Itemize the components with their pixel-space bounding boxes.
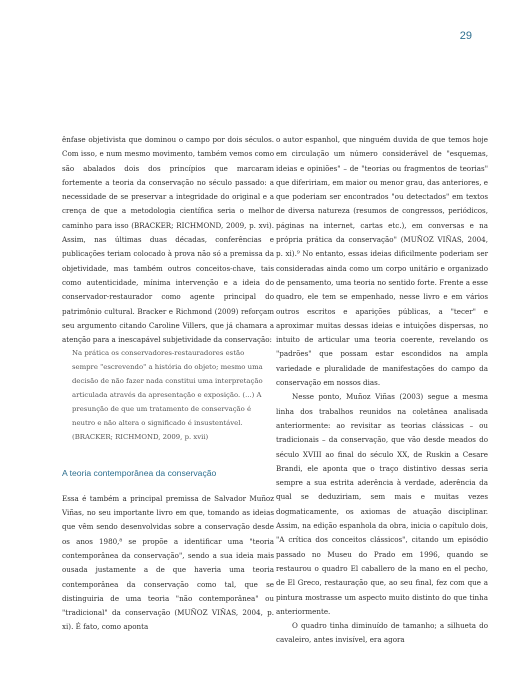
body-paragraph: Nesse ponto, Muñoz Viñas (2003) segue a mesma linha dos trabalhos reunidos na coletânea analisada anteriormente: ao revisitar as teorias clássicas – ou tradicionais – da conservação, que vão desde meados do século XVIII ao final do século XX, de Ruskin a Cesare Brandi, ele aponta que o traço distintivo dessas seria sempre a sua estrita aderência à verdade, aderência da qual se deduziriam, sem mais e muitas vezes dogmaticamente, os axiomas de atuação disciplinar. Assim, na edição espanhola da obra, inicia o capítulo dois, "A crítica dos conceitos clássicos", citando um episódio passado no Museu do Prado em 1996, quando se restaurou o quadro El caballero de la mano en el pecho, de El Greco, restauração que, ao seu final, fez com que a pintura mostrasse um aspecto muito distinto do que tinha anteriormente. xyxy=(276,392,488,616)
left-column xyxy=(62,133,274,635)
body-paragraph: ênfase objetivista que dominou o campo por dois séculos. Com isso, e num mesmo movimento, também vemos como são abalados dois dos princípios que marcaram fortemente a teoria da conservação no século passado: a necessidade de se preservar a integridade do original e a crença de que a metodologia científica seria o melhor caminho para isso (BRACKER; RICHMOND, 2009, p. xvi). Assim, nas últimas duas décadas, conferências e publicações teriam colocado à prova não só a premissa da objetividade, mas também outros conceitos-chave, tais como autenticidade, mínima intervenção e a ideia do conservador-restaurador como agente principal do patrimônio cultural. Bracker e Richmond (2009) reforçam seu argumento citando Caroline Villers, que já chamara a atenção para a inescapável subjetividade da conservação: xyxy=(62,135,274,345)
body-paragraph: Essa é também a principal premissa de Salvador Muñoz Viñas, no seu importante livro em que, tomando as ideias que vêm sendo desenvolvidas sobre a conservação desde os anos 1980,⁸ se propõe a identificar uma "teoria contemporânea da conservação", sendo a sua ideia mais ousada justamente a de que haveria uma teoria contemporânea da conservação como tal, que se distinguiria de uma teoria "não contemporânea" ou "tradicional" da conservação (MUÑOZ VIÑAS, 2004, p. xi). É fato, como aponta xyxy=(62,493,274,632)
section-heading: A teoria contemporânea da conservação xyxy=(62,467,217,478)
body-paragraph: o autor espanhol, que ninguém duvida de que temos hoje em circulação um número considerável de "esquemas, ideias e opiniões" – de "teorias ou fragmentos de teorias" que difeririam, em maior ou menor grau, das anteriores, e que poderiam ser encontrados "ou detectados" em textos de diversa natureza (resumos de congressos, periódicos, páginas na internet, cartas etc.), em conversas e na própria prática da conservação" (MUÑOZ VIÑAS, 2004, p. xi).⁹ No entanto, essas ideias dificilmente poderiam ser consideradas ainda como um corpo unitário e organizado de pensamento, uma teoria no sentido forte. Frente a esse quadro, ele tem se empenhado, nesse livro e em vários outros escritos e aparições públicas, a "tecer" e aproximar muitas dessas ideias e intuições dispersas, no intuito de articular uma teoria coerente, revelando os "padrões" que possam estar escondidos na ampla variedade e pluralidade de manifestações do campo da conservação em nossos dias. xyxy=(276,135,489,388)
block-quote: Na prática os conservadores-restauradores estão sempre "escrevendo" a história do objeto; mesmo uma decisão de não fazer nada constitui uma interpretação articulada através da apresentação e exposição. (...) A presunção de que um tratamento de conservação é neutro e não altera o significado é insustentável. (BRACKER; RICHMOND, 2009, p. xvii) xyxy=(72,349,263,441)
block-quote-start: O quadro tinha diminuído de tamanho; a silhueta do cavaleiro, antes invisível, era agora xyxy=(276,621,488,645)
page-number: 29 xyxy=(459,30,472,42)
right-column xyxy=(276,133,488,648)
